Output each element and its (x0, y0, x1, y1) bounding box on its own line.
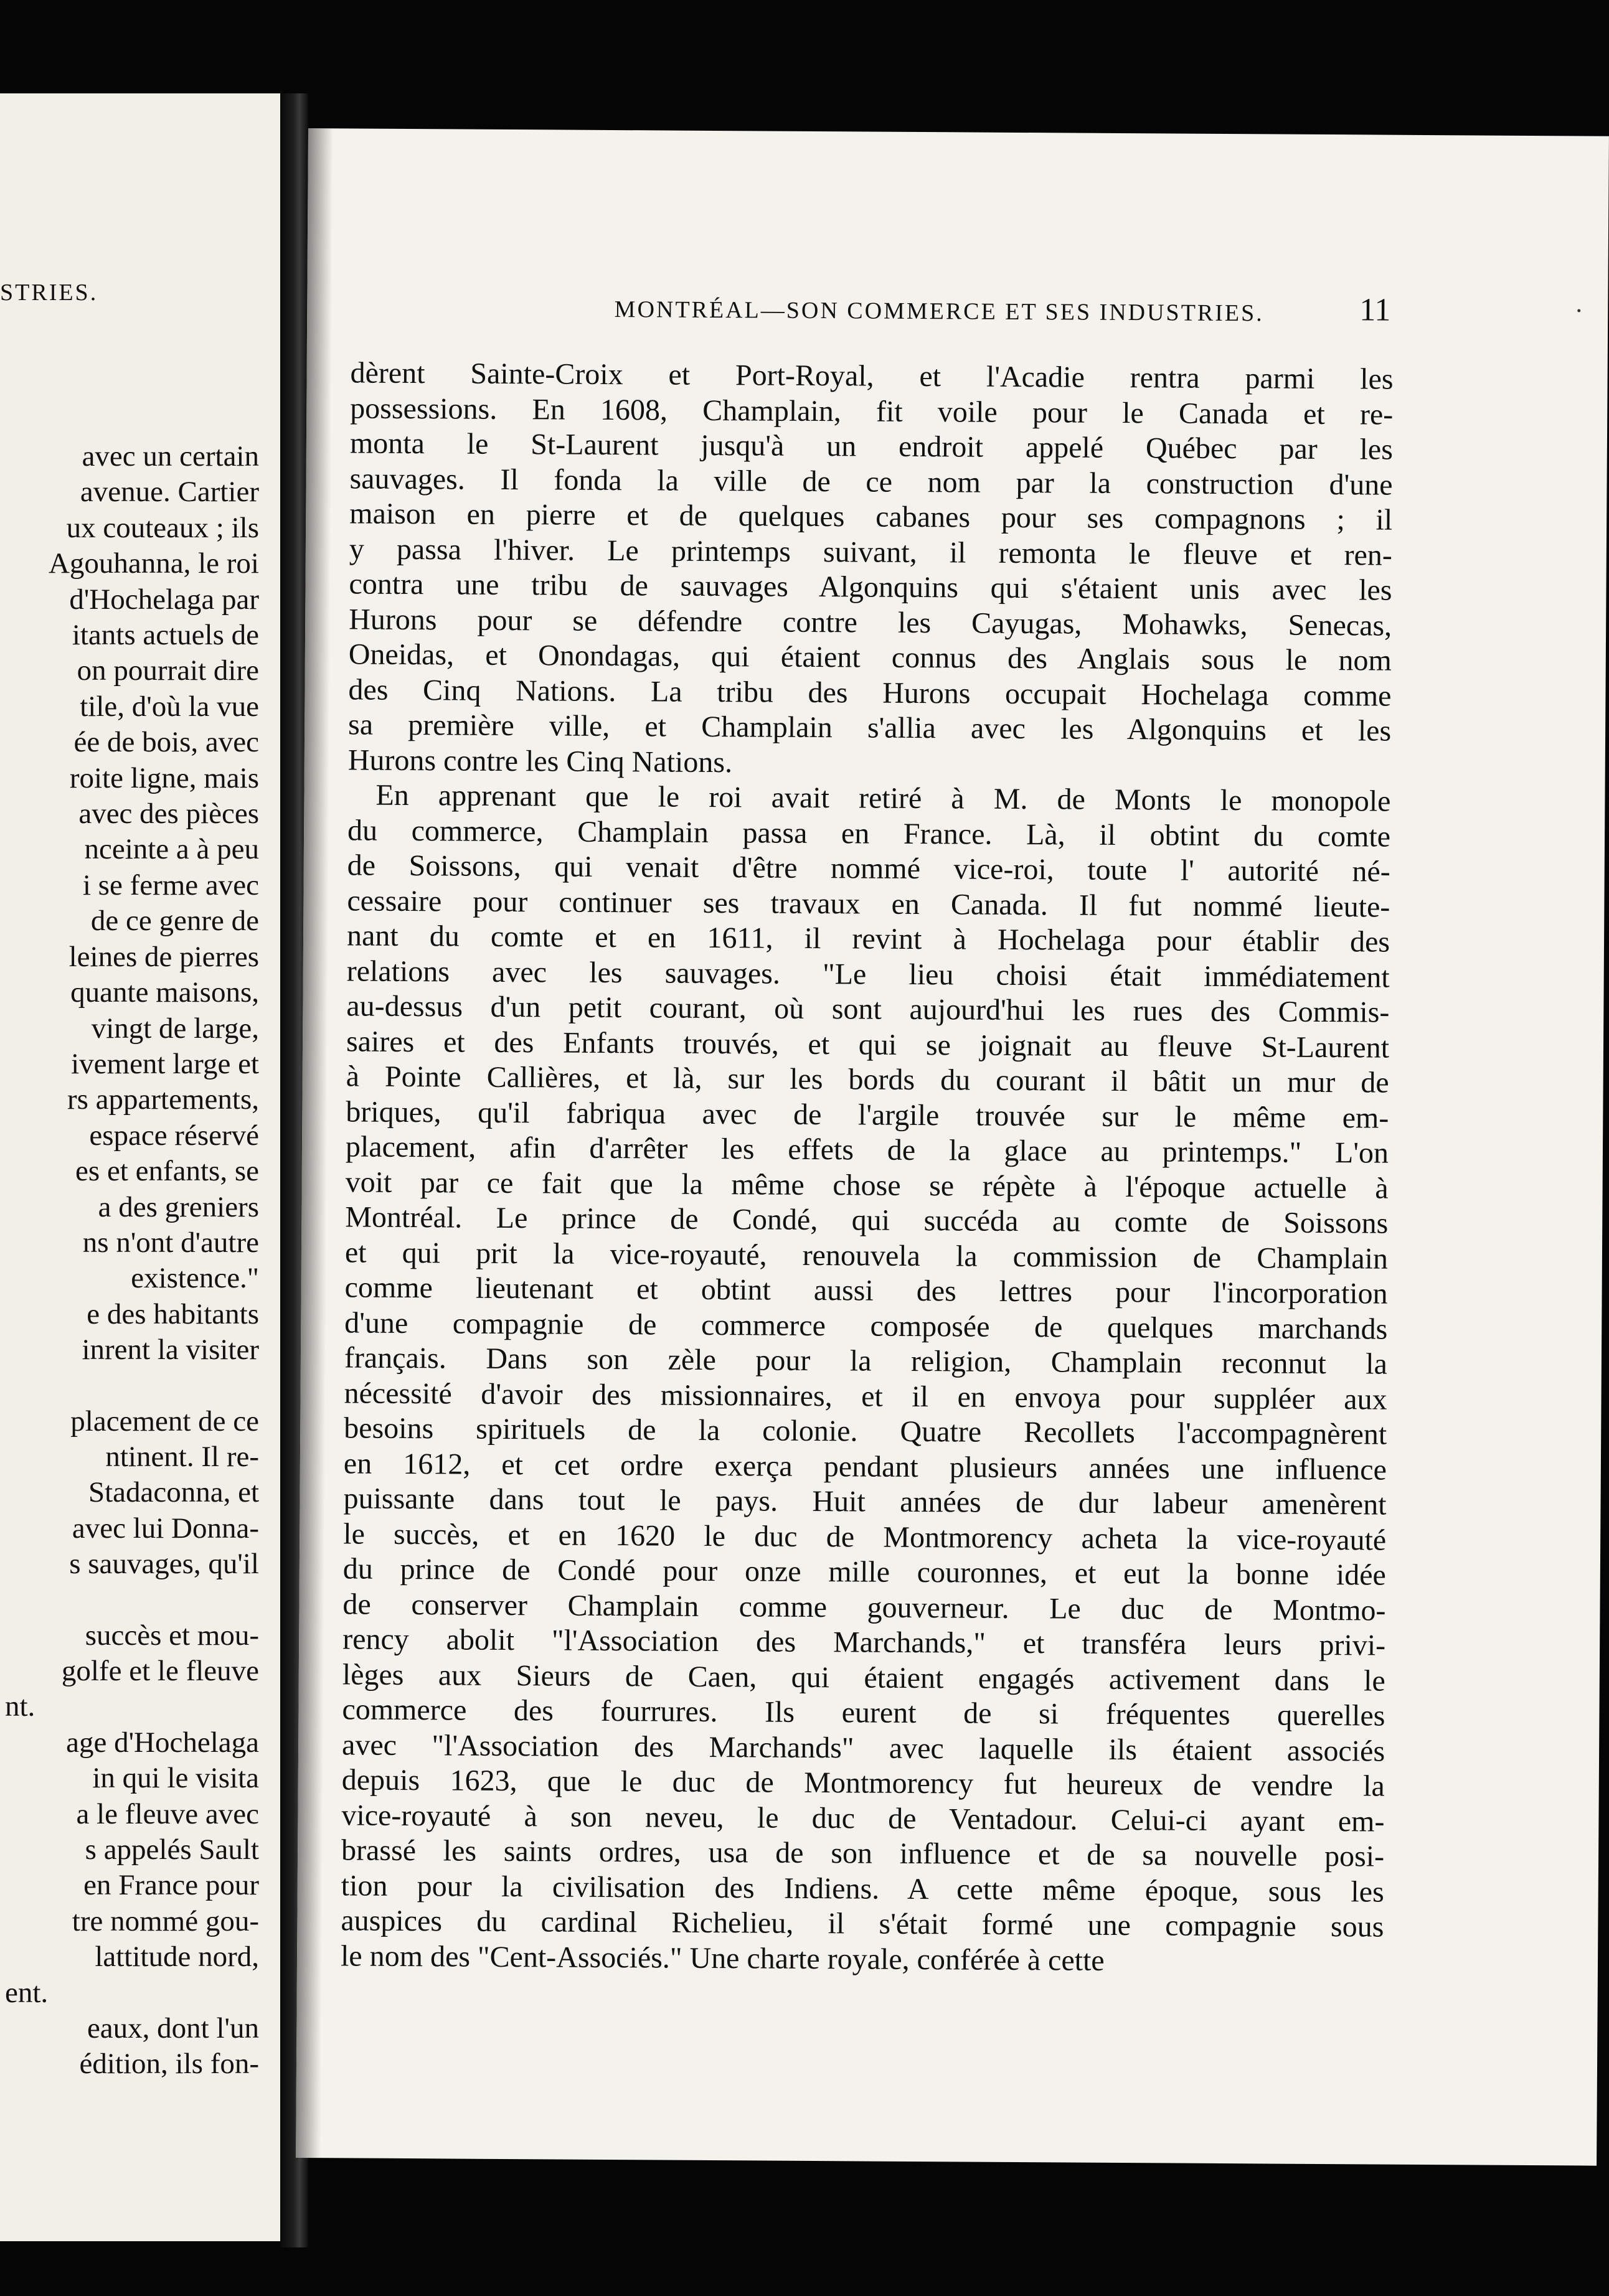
body-text-line: de conserver Champlain comme gouverneur. Le duc de Montmo- (342, 1587, 1386, 1627)
body-text-line: sa première ville, et Champlain s'allia avec les Algonquins et les (347, 708, 1392, 748)
body-text (341, 355, 1394, 1980)
left-text-line: d'Hochelaga par (69, 583, 259, 616)
body-text-line: rency abolit "l'Association des Marchands," et transféra leurs privi- (342, 1622, 1386, 1662)
body-text-line: comme lieutenant et obtint aussi des lettres pour l'incorporation (344, 1271, 1388, 1310)
body-text-line: du prince de Condé pour onze mille couronnes, et eut la bonne idée (342, 1552, 1386, 1592)
left-text-line: s sauvages, qu'il (69, 1548, 259, 1581)
body-text-line: le succès, et en 1620 le duc de Montmorency acheta la vice-royauté (343, 1517, 1387, 1557)
body-text-line: français. Dans son zèle pour la religion, Champlain reconnut la (344, 1341, 1388, 1381)
left-text-line: a le fleuve avec (76, 1797, 259, 1830)
left-text-line: roite ligne, mais (69, 761, 259, 794)
left-text-line: i se ferme avec (82, 868, 259, 901)
right-page (296, 128, 1609, 2166)
left-text-line: espace réservé (89, 1119, 259, 1152)
body-text-line: brassé les saints ordres, usa de son influence et de sa nouvelle posi- (341, 1833, 1385, 1873)
left-text-line: golfe et le fleuve (61, 1655, 259, 1687)
body-text-line: le nom des "Cent-Associés." Une charte royale, conférée à cette (340, 1939, 1105, 1977)
left-text-line: e des habitants (87, 1297, 259, 1330)
body-text-line: nécessité d'avoir des missionnaires, et il en envoya pour suppléer aux (344, 1376, 1387, 1416)
body-text-line: du commerce, Champlain passa en France. Là, il obtint du comte (347, 813, 1391, 854)
body-text-line: sauvages. Il fonda la ville de ce nom par la construction d'une (349, 461, 1393, 502)
body-text-line: en 1612, et cet ordre exerça pendant plusieurs années une influence (343, 1446, 1387, 1487)
left-text-line: age d'Hochelaga (66, 1726, 259, 1759)
body-text-line: d'une compagnie de commerce composée de quelques marchands (344, 1306, 1388, 1346)
left-text-line: nt. (5, 1690, 35, 1723)
body-text-line: briques, qu'il fabriqua avec de l'argile trouvée sur le même em- (346, 1094, 1389, 1135)
left-text-line: ée de bois, avec (73, 726, 259, 759)
body-text-line: cessaire pour continuer ses travaux en Canada. Il fut nommé lieute- (347, 883, 1390, 924)
body-text-line: Hurons contre les Cinq Nations. (347, 743, 733, 779)
body-text-line: dèrent Sainte-Croix et Port-Royal, et l'Acadie rentra parmi les (350, 356, 1394, 396)
body-text-line: maison en pierre et de quelques cabanes pour ses compagnons ; il (349, 497, 1393, 537)
left-text-line: existence." (131, 1262, 259, 1295)
left-text-line: s appelés Sault (85, 1833, 259, 1866)
left-text-line: es et enfants, se (75, 1155, 259, 1188)
body-text-line: monta le St-Laurent jusqu'à un endroit appelé Québec par les (349, 426, 1394, 466)
left-text-line: eaux, dont l'un (87, 2012, 259, 2045)
left-text-line: Agouhanna, le roi (48, 547, 259, 580)
body-text-line: au-dessus d'un petit courant, où sont aujourd'hui les rues des Commis- (346, 989, 1390, 1029)
left-text-line (5, 1368, 259, 1404)
left-text-line: avec lui Donna- (72, 1512, 259, 1545)
left-text-line: tre nommé gou- (72, 1904, 259, 1937)
left-text-line: in qui le visita (92, 1762, 259, 1795)
body-text-line: à Pointe Callières, et là, sur les bords du courant il bâtit un mur de (346, 1060, 1389, 1099)
body-text-line: et qui prit la vice-royauté, renouvela la commission de Champlain (344, 1235, 1389, 1276)
left-text-line: tile, d'où la vue (80, 690, 259, 723)
left-text-line: placement de ce (70, 1404, 259, 1437)
left-text-line: vingt de large, (91, 1012, 259, 1045)
left-text-line: itants actuels de (72, 619, 259, 652)
body-text-line: auspices du cardinal Richelieu, il s'était formé une compagnie sous (341, 1904, 1384, 1944)
left-text-line: ntinent. Il re- (105, 1440, 259, 1473)
body-text-line: tion pour la civilisation des Indiens. A cette même époque, sous les (341, 1868, 1384, 1909)
left-text-line: inrent la visiter (82, 1334, 259, 1367)
left-text-line: ent. (5, 1976, 49, 2009)
speck (1577, 309, 1580, 312)
left-text-line: succès et mou- (85, 1619, 259, 1652)
body-text-line: Hurons pour se défendre contre les Cayugas, Mohawks, Senecas, (349, 602, 1392, 642)
body-text-line: saires et des Enfants trouvés, et qui se joignait au fleuve St-Laurent (346, 1024, 1390, 1065)
left-text-line: ns n'ont d'autre (82, 1226, 259, 1259)
body-text-line: commerce des fourrures. Ils eurent de si fréquentes querelles (342, 1693, 1385, 1733)
left-text-line: avec un certain (82, 440, 259, 473)
body-text-line: y passa l'hiver. Le printemps suivant, il remonta le fleuve et ren- (349, 532, 1393, 572)
left-text-line: édition, ils fon- (79, 2048, 259, 2081)
body-text-line: placement, afin d'arrêter les effets de la glace au printemps." L'on (345, 1130, 1389, 1170)
left-text-line: avenue. Cartier (80, 476, 259, 509)
left-running-head: STRIES. (0, 280, 98, 306)
left-text-line: en France pour (83, 1869, 259, 1902)
body-text-line: puissante dans tout le pays. Huit années de dur labeur amenèrent (343, 1482, 1387, 1522)
body-text-line: vice-royauté à son neveu, le duc de Ventadour. Celui-ci ayant em- (341, 1798, 1385, 1838)
left-text-line: nceinte a à peu (84, 833, 259, 866)
body-text-line: depuis 1623, que le duc de Montmorency fut heureux de vendre la (341, 1763, 1385, 1803)
left-page (0, 93, 280, 2241)
body-text-line: avec "l'Association des Marchands" avec laquelle ils étaient associés (341, 1728, 1385, 1768)
body-text-line: possessions. En 1608, Champlain, fit voile pour le Canada et re- (350, 391, 1394, 431)
left-text-line: ivement large et (71, 1047, 259, 1080)
left-text-line: Stadaconna, et (88, 1476, 259, 1509)
left-text-line (5, 1583, 259, 1618)
left-text-line: ux couteaux ; ils (66, 511, 259, 544)
body-text-line: de Soissons, qui venait d'être nommé vice-roi, toute l' autorité né- (347, 849, 1390, 888)
body-text-line: relations avec les sauvages. "Le lieu choisi était immédiatement (346, 954, 1390, 994)
body-text-line: voit par ce fait que la même chose se répète à l'époque actuelle à (345, 1165, 1389, 1205)
body-text-line: contra une tribu de sauvages Algonquins qui s'étaient unis avec les (349, 567, 1392, 607)
left-text-line: avec des pièces (78, 797, 259, 830)
body-text-line: En apprenant que le roi avait retiré à M. de Monts le monopole (375, 778, 1391, 818)
body-text-line: lèges aux Sieurs de Caen, qui étaient engagés activement dans le (342, 1657, 1385, 1698)
body-text-line: nant du comte et en 1611, il revint à Hochelaga pour établir des (346, 919, 1390, 959)
left-page-text (5, 439, 259, 2082)
left-text-line: rs appartements, (67, 1083, 259, 1116)
body-text-line: besoins spirituels de la colonie. Quatre Recollets l'accompagnèrent (344, 1411, 1387, 1451)
body-text-line: Montréal. Le prince de Condé, qui succéda au comte de Soissons (345, 1200, 1389, 1240)
page-number: 11 (1359, 292, 1391, 328)
body-text-line: Oneidas, et Onondagas, qui étaient connus des Anglais sous le nom (348, 638, 1392, 677)
left-text-line: leines de pierres (68, 940, 259, 973)
running-head: MONTRÉAL—SON COMMERCE ET SES INDUSTRIES. (614, 296, 1264, 327)
left-text-line: quante maisons, (70, 976, 259, 1009)
body-text-line: des Cinq Nations. La tribu des Hurons occupait Hochelaga comme (348, 672, 1392, 713)
left-text-line: on pourrait dire (77, 654, 259, 687)
left-text-line: lattitude nord, (95, 1941, 259, 1974)
left-text-line: a des greniers (98, 1190, 259, 1223)
left-text-line: de ce genre de (90, 905, 259, 938)
